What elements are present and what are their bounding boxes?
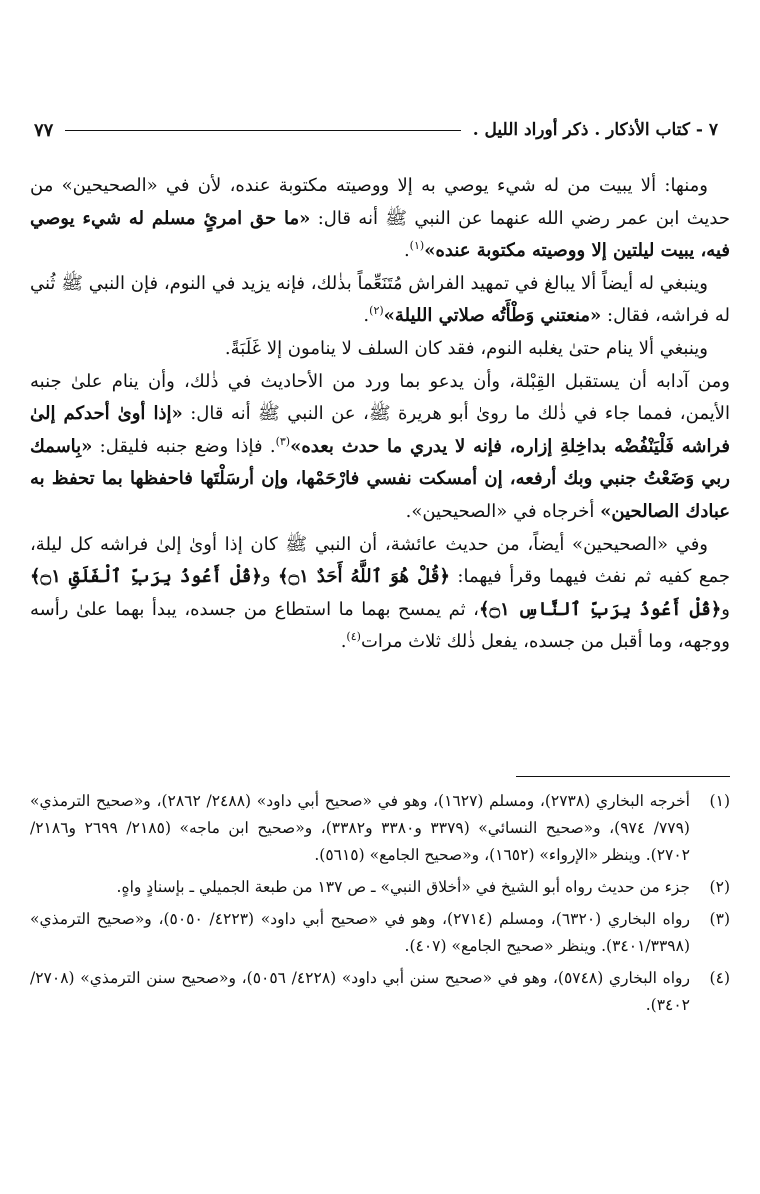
footnote-number: (٢): [709, 878, 730, 896]
footnote-ref: (٣): [275, 434, 291, 448]
quran-verse: ﴿قُلْ أَعُوذُ بِرَبِّ ٱلْفَلَقِ ۝١﴾: [30, 566, 262, 588]
running-header: [34, 112, 718, 148]
footnote-2: [30, 874, 730, 901]
main-text: [30, 170, 730, 659]
header-rule: [65, 130, 460, 131]
footnote-3: [30, 906, 730, 960]
footnote-number: (٣): [709, 910, 730, 928]
page-number: ٧٧: [34, 119, 54, 141]
paragraph-3: وينبغي ألا ينام حتىٰ يغلبه النوم، فقد كان السلف لا ينامون إلا غَلَبَةً.: [224, 337, 708, 359]
footnote-ref: (٤): [346, 630, 361, 644]
footnote-number: (١): [709, 792, 730, 810]
footnote-text: أخرجه البخاري (٢٧٣٨)، ومسلم (١٦٢٧)، وهو في «صحيح أبي داود» (٢٤٨٨/ ٢٨٦٢)، و«صحيح الترمذي» (٧٧٩/ ٩٧٤)، و«صحيح النسائي» (٣٣٧٩ و٣٣٨٠ و٣٣٨٢)، و«صحيح ابن ماجه» (٢١٨٥/ ٢٦٩٩ و٢١٨٦/ ٢٧٠٢). وينظر «الإرواء» (١٦٥٢)، و«صحيح الجامع» (٥٦١٥).: [30, 792, 690, 864]
hadith-quote: «منعتني وَطْأَتُه صلاتي الليلة»: [383, 305, 602, 327]
paragraph-5: وفي «الصحيحين» أيضاً، من حديث عائشة، أن النبي ﷺ كان إذا أوىٰ إلىٰ فراشه كل ليلة، جمع كفيه ثم نفث فيهما وقرأ فيهما: ﴿قُلْ هُوَ ٱللَّهُ أَحَدٌ ۝١﴾ و﴿قُلْ أَعُوذُ بِرَبِّ ٱلْفَلَقِ ۝١﴾ و﴿قُلْ أَعُوذُ بِرَبِّ ٱلنَّاسِ ۝١﴾، ثم يمسح بهما ما استطاع من جسده، يبدأ بهما علىٰ رأسه ووجهه، وما أقبل من جسده، يفعل ذٰلك ثلاث مرات$^{(٤)}$.: [30, 533, 730, 653]
hadith-quote: «بِاسمك ربي وَضَعْتُ جنبي وبك أرفعه، إن أمسكت نفسي فارْحَمْها، وإن أرسَلْتَها فاحفظها بما تحفظ به عبادك الصالحين»: [30, 435, 730, 522]
footnote-number: (٤): [709, 969, 730, 987]
footnote-divider: [516, 776, 730, 777]
footnote-text: رواه البخاري (٦٣٢٠)، ومسلم (٢٧١٤)، وهو في «صحيح أبي داود» (٤٢٢٣/ ٥٠٥٠)، و«صحيح الترمذي» (٣٤٠١/٣٣٩٨). وينظر «صحيح الجامع» (٤٠٧).: [30, 910, 690, 955]
paragraph-4: ومن آدابه أن يستقبل القِبْلة، وأن يدعو بما ورد من الأحاديث في ذٰلك، وأن ينام علىٰ جنبه الأيمن، فمما جاء في ذٰلك ما روىٰ أبو هريرة ﷺ، عن النبي ﷺ أنه قال: «إذا أوىٰ أحدكم إلىٰ فراشه فَلْيَنْفُضْه بداخِلةِ إزاره، فإنه لا يدري ما حدث بعده»$^{(٣)}$. فإذا وضع جنبه فليقل: «بِاسمك ربي وَضَعْتُ جنبي وبك أرفعه، إن أمسكت نفسي فارْحَمْها، وإن أرسَلْتَها فاحفظها بما تحفظ به عبادك الصالحين» أخرجاه في «الصحيحين».: [30, 370, 730, 522]
hadith-quote: «ما حق امرئٍ مسلم له شيء يوصي فيه، يبيت ليلتين إلا ووصيته مكتوبة عنده»: [30, 207, 730, 262]
header-title: ٧ - كتاب الأذكار . ذكر أوراد الليل .: [472, 120, 718, 140]
footnote-1: [30, 788, 730, 869]
quran-verse: ﴿قُلْ أَعُوذُ بِرَبِّ ٱلنَّاسِ ۝١﴾: [478, 598, 722, 620]
hadith-quote: «إذا أوىٰ أحدكم إلىٰ فراشه فَلْيَنْفُضْه بداخِلةِ إزاره، فإنه لا يدري ما حدث بعده»: [30, 403, 730, 457]
footnote-text: رواه البخاري (٥٧٤٨)، وهو في «صحيح سنن أبي داود» (٤٢٢٨/ ٥٠٥٦)، و«صحيح سنن الترمذي» (٢٧٠٨/ ٣٤٠٢).: [30, 969, 690, 1014]
footnotes: [30, 788, 730, 1024]
footnote-text: جزء من حديث رواه أبو الشيخ في «أخلاق النبي» ـ ص ١٣٧ من طبعة الجميلي ـ بإسنادٍ واهٍ.: [116, 878, 690, 896]
footnote-ref: (٢): [369, 304, 384, 318]
footnote-4: [30, 965, 730, 1019]
quran-verse: ﴿قُلْ هُوَ ٱللَّهُ أَحَدٌ ۝١﴾: [278, 566, 450, 588]
footnote-ref: (١): [409, 239, 425, 253]
paragraph-1: ومنها: ألا يبيت من له شيء يوصي به إلا ووصيته مكتوبة عنده، لأن في «الصحيحين» من حديث ابن عمر رضي الله عنهما عن النبي ﷺ أنه قال: «ما حق امرئٍ مسلم له شيء يوصي فيه، يبيت ليلتين إلا ووصيته مكتوبة عنده»$^{(١)}$.: [30, 175, 730, 262]
paragraph-2: وينبغي له أيضاً ألا يبالغ في تمهيد الفراش مُتَنَعِّماً بذٰلك، فإنه يزيد في النوم، فإن النبي ﷺ ثُني له فراشه، فقال: «منعتني وَطْأَتُه صلاتي الليلة»$^{(٢)}$.: [30, 272, 730, 327]
